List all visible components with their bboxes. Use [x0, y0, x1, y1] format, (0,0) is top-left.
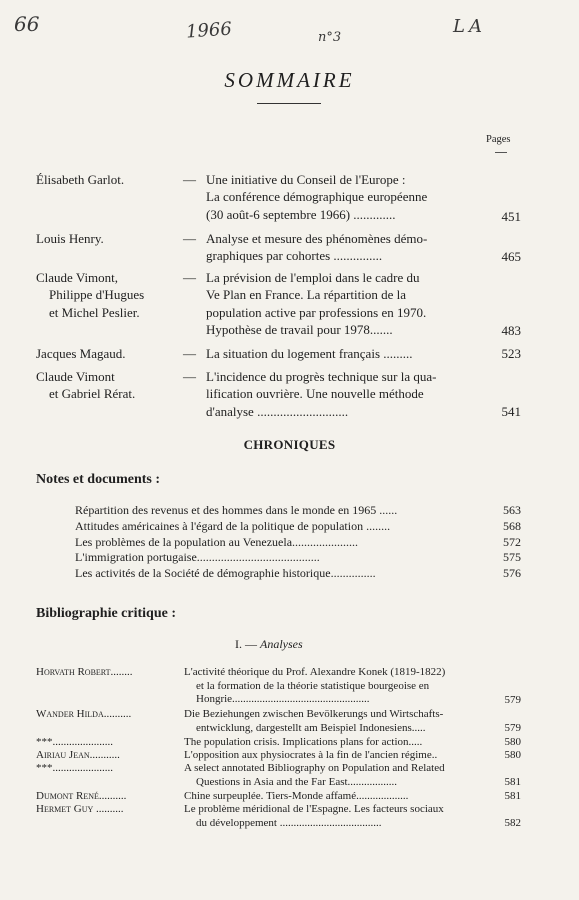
- title-line: L'activité théorique du Prof. Alexandre Konek (1819-1822): [184, 666, 446, 678]
- biblio-author: ***......................: [36, 762, 113, 774]
- note-title: L'immigration portugaise.........................................: [75, 550, 320, 564]
- title-line: et la formation de la théorie statistique bourgeoise en: [196, 679, 430, 692]
- title-line: Une initiative du Conseil de l'Europe :: [206, 172, 406, 187]
- article-title: [206, 269, 490, 339]
- title-line: lification ouvrière. Une nouvelle méthode: [206, 386, 424, 402]
- biblio-title: [184, 803, 490, 830]
- entry-dash: —: [183, 346, 196, 361]
- title-rule: [257, 103, 321, 104]
- pages-rule: [495, 152, 507, 153]
- page-number: 581: [504, 790, 521, 802]
- page-title: SOMMAIRE: [224, 68, 355, 92]
- biblio-author: Airiau Jean...........: [36, 749, 120, 761]
- biblio-author: Dumont René..........: [36, 790, 127, 802]
- page-number: 579: [504, 722, 521, 734]
- biblio-author: Horvath Robert........: [36, 666, 133, 678]
- note-title: Répartition des revenus et des hommes dans le monde en 1965 ......: [75, 503, 398, 517]
- title-line: The population crisis. Implications plans for action.....: [184, 736, 423, 748]
- article-title: [206, 345, 490, 362]
- handwritten-initials: LA: [453, 16, 486, 37]
- biblio-title: [184, 749, 490, 763]
- article-author: [36, 345, 181, 362]
- title-line: d'analyse ............................: [206, 403, 349, 419]
- pages-column-label: Pages: [486, 134, 511, 145]
- page-number: 580: [504, 736, 521, 748]
- page-number: 576: [503, 566, 521, 580]
- title-line: L'opposition aux physiocrates à la fin de l'ancien régime..: [184, 749, 438, 761]
- entry-dash: —: [183, 270, 196, 285]
- page-number: 581: [504, 776, 521, 788]
- author-line: Élisabeth Garlot.: [36, 172, 125, 187]
- article-author: [36, 269, 181, 321]
- note-title: Les activités de la Société de démographie historique...............: [75, 566, 376, 580]
- title-line: du développement .....................................: [196, 816, 382, 829]
- page-number: 451: [501, 209, 521, 224]
- page-number: 580: [504, 749, 521, 761]
- page-number: 465: [501, 249, 521, 264]
- title-line: Die Beziehungen zwischen Bevölkerungs und Wirtschafts-: [184, 708, 444, 720]
- author-line: et Michel Peslier.: [49, 304, 140, 320]
- biblio-author: Hermet Guy ..........: [36, 803, 124, 815]
- title-line: La conférence démographique européenne: [206, 189, 428, 205]
- biblio-title: [184, 736, 490, 750]
- title-line: Le problème méridional de l'Espagne. Les facteurs sociaux: [184, 803, 444, 815]
- title-line: Questions in Asia and the Far East..................: [196, 775, 398, 788]
- author-line: Claude Vimont: [36, 369, 115, 384]
- analyses-subheading: [235, 637, 303, 652]
- page-number: 483: [501, 323, 521, 338]
- entry-dash: —: [183, 172, 196, 187]
- note-title: Attitudes américaines à l'égard de la politique de population ........: [75, 519, 391, 533]
- page-number: 579: [504, 694, 521, 706]
- title-line: La situation du logement français .........: [206, 346, 413, 361]
- biblio-title: [184, 666, 490, 707]
- analyses-numeral: I. —: [235, 637, 257, 651]
- article-title: [206, 171, 490, 223]
- title-line: La prévision de l'emploi dans le cadre du: [206, 270, 420, 285]
- page-number: 572: [503, 535, 521, 549]
- handwritten-issue: n°3: [318, 30, 342, 45]
- analyses-label: Analyses: [260, 637, 303, 651]
- page-number: 568: [503, 519, 521, 533]
- title-line: L'incidence du progrès technique sur la qua-: [206, 369, 437, 384]
- title-line: Hypothèse de travail pour 1978.......: [206, 322, 393, 338]
- title-line: Hongrie..................................................: [196, 693, 370, 706]
- page-number: 563: [503, 503, 521, 517]
- handwritten-year: 1966: [185, 18, 233, 43]
- page-number: 523: [501, 346, 521, 361]
- biblio-title: [184, 790, 490, 804]
- title-line: population active par professions en 1970.: [206, 304, 427, 320]
- biblio-author: Wander Hilda..........: [36, 708, 132, 720]
- entry-dash: —: [183, 231, 196, 246]
- title-line: (30 août-6 septembre 1966) .............: [206, 206, 396, 222]
- author-line: Claude Vimont,: [36, 270, 119, 285]
- article-title: [206, 230, 490, 265]
- title-line: graphiques par cohortes ...............: [206, 248, 383, 264]
- author-line: Philippe d'Hugues: [49, 287, 145, 303]
- title-line: entwicklung, dargestellt am Beispiel Indonesiens.....: [196, 721, 426, 734]
- entry-dash: —: [183, 369, 196, 384]
- author-line: Louis Henry.: [36, 231, 104, 246]
- title-line: A select annotated Bibliography on Population and Related: [184, 762, 445, 774]
- page-number: 575: [503, 550, 521, 564]
- chroniques-heading: CHRONIQUES: [243, 437, 336, 452]
- biblio-title: [184, 708, 490, 735]
- biblio-author: ***......................: [36, 736, 113, 748]
- handwritten-page-mark: 66: [14, 12, 40, 36]
- page-number: 582: [504, 817, 521, 829]
- article-author: [36, 368, 181, 403]
- article-author: [36, 171, 181, 188]
- page-number: 541: [501, 404, 521, 419]
- author-line: Jacques Magaud.: [36, 346, 126, 361]
- biblio-title: [184, 762, 490, 789]
- title-line: Analyse et mesure des phénomènes démo-: [206, 231, 428, 246]
- title-line: Ve Plan en France. La répartition de la: [206, 287, 406, 303]
- bibliography-heading: Bibliographie critique :: [36, 606, 176, 621]
- note-title: Les problèmes de la population au Venezuela......................: [75, 535, 359, 549]
- article-title: [206, 368, 490, 420]
- article-author: [36, 230, 181, 247]
- author-line: et Gabriel Rérat.: [49, 386, 136, 402]
- title-line: Chine surpeuplée. Tiers-Monde affamé...................: [184, 790, 409, 802]
- notes-heading: Notes et documents :: [36, 472, 161, 487]
